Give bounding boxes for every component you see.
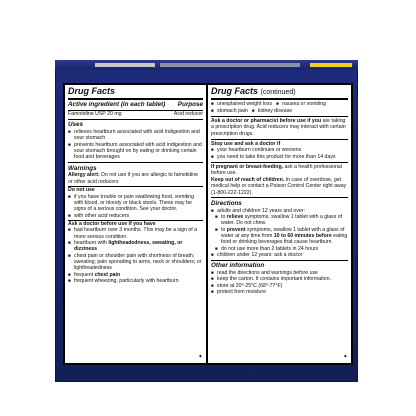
- allergy-alert: Allergy alert: Do not use if you are allergic to famotidine or other acid reducers: [68, 172, 199, 185]
- drug-facts-panel: [63, 83, 353, 365]
- ask-doctor-item: ■ had heartburn over 3 months. This may be a sign of a more serious condition.: [68, 227, 203, 240]
- pregnancy-section: If pregnant or breast-feeding, ask a health professional before use. Keep out of reach of children. In case of overdose, get medical help or contact a Poison Control Center right away (1-800-222-1222).: [211, 163, 348, 199]
- ask-doctor-item: ■ frequent chest pain: [68, 272, 203, 278]
- warnings-section: [68, 163, 203, 286]
- stop-use-section: [211, 140, 348, 163]
- directions-item: ■ children under 12 years: ask a doctor: [211, 252, 348, 258]
- condition-item: ■ nausea or vomiting: [276, 101, 326, 107]
- drug-facts-title: Drug Facts: [68, 87, 203, 100]
- uses-section: [68, 120, 203, 163]
- other-info-item: ■ read the directions and warnings before use: [211, 270, 348, 276]
- directions-item: ■ adults and children 12 years and over:: [211, 208, 348, 214]
- ask-doctor-heading: Ask a doctor before use if you have: [68, 220, 156, 227]
- other-information-section: [211, 261, 348, 297]
- uses-item: ■ prevents heartburn associated with acid indigestion and sour stomach brought on by eating or drinking certain food and beverages: [68, 142, 203, 161]
- other-info-item: ■ protect from moisture: [211, 289, 348, 295]
- drug-facts-right-column: [208, 85, 351, 363]
- warnings-heading: Warnings: [68, 164, 97, 172]
- other-info-item: ■ store at 20°-25°C (68°-77°F): [211, 283, 348, 289]
- purpose: Acid reducer: [173, 111, 203, 118]
- ask-doctor-item: ■ frequent wheezing, particularly with heartburn: [68, 278, 203, 284]
- stop-use-item: ■ your heartburn continues or worsens: [211, 147, 348, 153]
- purpose-heading: Purpose: [177, 101, 203, 109]
- carton-top-stripe: [95, 63, 155, 67]
- uses-item: ■ relieves heartburn associated with acid indigestion and sour stomach: [68, 129, 203, 142]
- carton-top-stripe: [160, 63, 300, 67]
- directions-heading: Directions: [211, 199, 242, 207]
- other-information-heading: Other information: [211, 262, 265, 270]
- stop-use-heading: Stop use and ask a doctor if: [211, 141, 281, 148]
- active-ingredient-heading: Active ingredient (in each tablet): [68, 101, 166, 109]
- condition-item: ■ stomach pain: [211, 108, 248, 114]
- other-info-item: ■ keep the carton. It contains important information.: [211, 276, 348, 282]
- carton-top-stripe: [310, 63, 352, 67]
- pharmacist-warning: Ask a doctor or pharmacist before use if you are taking a prescription drug. Acid reducers may interact with certain prescription drugs.: [211, 117, 348, 140]
- directions-subitem: ■ to relieve symptoms, swallow 1 tablet with a glass of water. Do not chew.: [211, 214, 348, 227]
- active-ingredient-section: [68, 100, 203, 120]
- active-ingredient: Famotidine USP 20 mg: [68, 111, 122, 118]
- do-not-use-item: ■ with other acid reducers: [68, 213, 203, 219]
- directions-subitem: ■ to prevent symptoms, swallow 1 tablet with a glass of water at any time from 10 to 60 minutes before eating food or drinking beverages that cause heartburn: [211, 227, 348, 246]
- drug-facts-continued-title: Drug Facts (continued): [211, 87, 348, 100]
- stop-use-item: ■ you need to take this product for more than 14 days: [211, 154, 348, 160]
- do-not-use-heading: Do not use: [68, 187, 95, 194]
- drug-facts-left-column: [65, 85, 208, 363]
- ask-doctor-item: ■ heartburn with lightheadedness, sweating, or dizziness: [68, 240, 203, 253]
- condition-item: ■ kidney disease: [252, 108, 292, 114]
- continue-arrow-icon: ➧: [197, 353, 203, 360]
- directions-section: [211, 198, 348, 260]
- conditions-section: [211, 100, 348, 117]
- uses-heading: Uses: [68, 121, 84, 129]
- condition-item: ■ unexplained weight loss: [211, 101, 272, 107]
- do-not-use-item: ■ if you have trouble or pain swallowing food, vomiting with blood, or bloody or black stools. These may be signs of a serious condition. See your doctor.: [68, 194, 203, 213]
- continue-arrow-icon: ➧: [342, 353, 348, 360]
- directions-subitem: ■ do not use more than 2 tablets in 24 hours: [211, 246, 348, 252]
- ask-doctor-item: ■ chest pain or shoulder pain with shortness of breath; sweating; pain spreading to arms, neck or shoulders; or lightheadedness: [68, 253, 203, 272]
